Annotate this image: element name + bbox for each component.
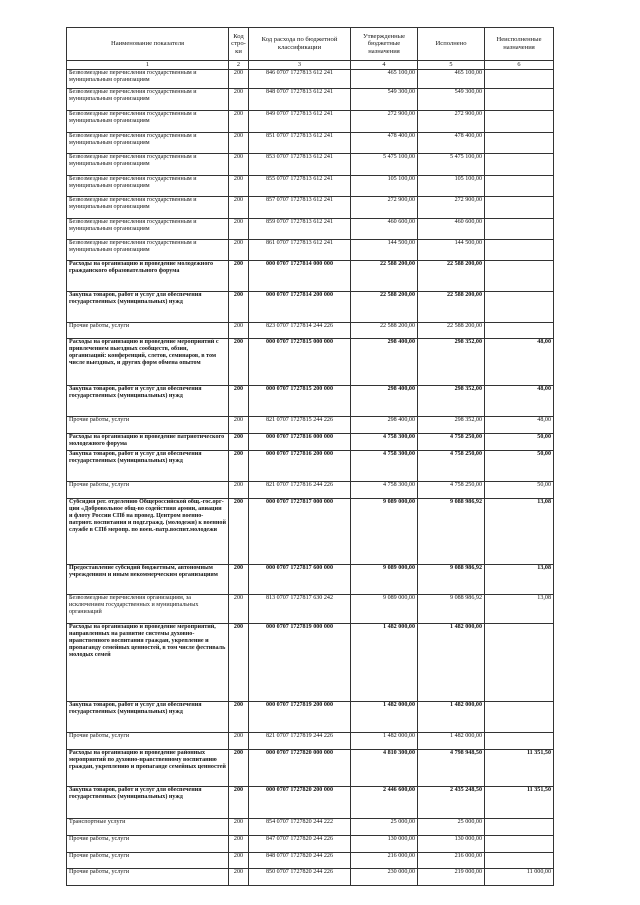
cell-unexecuted: 50,00 (485, 482, 554, 499)
column-number: 3 (249, 61, 351, 70)
cell-approved: 9 089 000,00 (351, 565, 418, 595)
cell-name: Прочие работы, услуги (67, 836, 229, 853)
cell-approved: 478 400,00 (351, 133, 418, 154)
cell-executed: 478 400,00 (418, 133, 485, 154)
table-row (67, 70, 554, 89)
cell-kbk: 000 0707 1727816 200 000 (249, 451, 351, 482)
cell-executed: 4 758 250,00 (418, 434, 485, 451)
cell-kbk: 861 0707 1727813 612 241 (249, 240, 351, 261)
cell-kbk: 821 0707 1727819 244 226 (249, 733, 351, 750)
cell-code: 200 (229, 219, 249, 240)
cell-code: 200 (229, 323, 249, 339)
table-row (67, 261, 554, 292)
cell-approved: 130 000,00 (351, 836, 418, 853)
table-row (67, 853, 554, 869)
cell-kbk: 849 0707 1727813 612 241 (249, 111, 351, 133)
cell-kbk: 821 0707 1727815 244 226 (249, 417, 351, 434)
table-row (67, 89, 554, 111)
cell-kbk: 851 0707 1727813 612 241 (249, 133, 351, 154)
cell-executed: 22 588 200,00 (418, 261, 485, 292)
cell-executed: 219 000,00 (418, 869, 485, 886)
cell-executed: 9 088 986,92 (418, 499, 485, 565)
cell-executed: 9 088 986,92 (418, 595, 485, 624)
cell-kbk: 857 0707 1727813 612 241 (249, 197, 351, 219)
cell-code: 200 (229, 292, 249, 323)
cell-approved: 22 588 200,00 (351, 323, 418, 339)
cell-approved: 9 089 000,00 (351, 499, 418, 565)
cell-kbk: 823 0707 1727814 244 226 (249, 323, 351, 339)
table-row (67, 417, 554, 434)
cell-unexecuted (485, 836, 554, 853)
cell-executed: 4 798 948,50 (418, 750, 485, 787)
table-row (67, 133, 554, 154)
header-kbk: Код расхода по бюджетной классификации (249, 28, 351, 61)
table-row (67, 733, 554, 750)
cell-executed: 272 900,00 (418, 197, 485, 219)
cell-unexecuted (485, 219, 554, 240)
cell-executed: 9 088 986,92 (418, 565, 485, 595)
cell-code: 200 (229, 819, 249, 836)
cell-code: 200 (229, 565, 249, 595)
cell-executed: 298 352,00 (418, 339, 485, 386)
table-row (67, 240, 554, 261)
cell-code: 200 (229, 154, 249, 176)
cell-name: Прочие работы, услуги (67, 733, 229, 750)
cell-kbk: 854 0707 1727820 244 222 (249, 819, 351, 836)
cell-executed: 460 600,00 (418, 219, 485, 240)
cell-approved: 1 482 000,00 (351, 624, 418, 702)
table-row (67, 565, 554, 595)
table-row (67, 869, 554, 886)
table-row (67, 836, 554, 853)
cell-approved: 105 100,00 (351, 176, 418, 197)
cell-unexecuted: 11 000,00 (485, 869, 554, 886)
header-code: Код стро-ки (229, 28, 249, 61)
cell-executed: 2 435 248,50 (418, 787, 485, 819)
cell-executed: 144 500,00 (418, 240, 485, 261)
column-number-row (67, 61, 554, 70)
cell-approved: 4 758 300,00 (351, 482, 418, 499)
cell-approved: 1 482 000,00 (351, 702, 418, 733)
cell-name: Прочие работы, услуги (67, 853, 229, 869)
column-number: 4 (351, 61, 418, 70)
cell-unexecuted: 13,08 (485, 595, 554, 624)
column-number: 2 (229, 61, 249, 70)
cell-kbk: 853 0707 1727813 612 241 (249, 154, 351, 176)
cell-executed: 465 100,00 (418, 70, 485, 89)
cell-name: Расходы на организацию и проведение районных мероприятий по духовно-нравственному воспитанию граждан, укреплению и пропаганде семейных ценностей (67, 750, 229, 787)
table-row (67, 323, 554, 339)
cell-approved: 465 100,00 (351, 70, 418, 89)
header-unexecuted: Неисполненные назначения (485, 28, 554, 61)
cell-name: Предоставление субсидий бюджетным, автономным учреждениям и иным некоммерческим организациям (67, 565, 229, 595)
header-row (67, 28, 554, 61)
table-row (67, 787, 554, 819)
cell-kbk: 000 0707 1727820 200 000 (249, 787, 351, 819)
cell-approved: 298 400,00 (351, 339, 418, 386)
cell-code: 200 (229, 417, 249, 434)
cell-executed: 4 758 250,00 (418, 482, 485, 499)
cell-code: 200 (229, 624, 249, 702)
cell-kbk: 000 0707 1727817 000 000 (249, 499, 351, 565)
table-row (67, 702, 554, 733)
cell-unexecuted (485, 133, 554, 154)
cell-kbk: 000 0707 1727819 200 000 (249, 702, 351, 733)
cell-unexecuted (485, 197, 554, 219)
table-row (67, 482, 554, 499)
cell-approved: 230 000,00 (351, 869, 418, 886)
table-row (67, 499, 554, 565)
cell-name: Безвозмездные перечисления государственным и муниципальным организациям (67, 111, 229, 133)
cell-unexecuted (485, 853, 554, 869)
cell-kbk: 000 0707 1727814 000 000 (249, 261, 351, 292)
cell-unexecuted (485, 111, 554, 133)
cell-code: 200 (229, 133, 249, 154)
budget-report-sheet (66, 27, 553, 886)
cell-name: Расходы на организацию и проведение мероприятий, направленных на развитие системы духовно-нравственного воспитания граждан, укрепление и пропаганду семейных ценностей, в том числе фестиваль молодых семей (67, 624, 229, 702)
table-body (67, 70, 554, 886)
cell-kbk: 848 0707 1727813 612 241 (249, 89, 351, 111)
cell-name: Безвозмездные перечисления организациям, за исключением государственных и муниципальных организаций (67, 595, 229, 624)
header-name: Наименование показателя (67, 28, 229, 61)
cell-unexecuted: 50,00 (485, 451, 554, 482)
cell-name: Расходы на организацию и проведение патриотического молодежного форума (67, 434, 229, 451)
cell-code: 200 (229, 240, 249, 261)
cell-name: Безвозмездные перечисления государственным и муниципальным организациям (67, 197, 229, 219)
cell-unexecuted: 13,08 (485, 499, 554, 565)
cell-unexecuted (485, 154, 554, 176)
cell-name: Безвозмездные перечисления государственным и муниципальным организациям (67, 219, 229, 240)
cell-name: Безвозмездные перечисления государственным и муниципальным организациям (67, 89, 229, 111)
cell-approved: 4 758 300,00 (351, 434, 418, 451)
cell-code: 200 (229, 111, 249, 133)
cell-approved: 298 400,00 (351, 386, 418, 417)
cell-code: 200 (229, 750, 249, 787)
cell-unexecuted (485, 89, 554, 111)
cell-code: 200 (229, 853, 249, 869)
cell-executed: 1 482 000,00 (418, 733, 485, 750)
table-row (67, 386, 554, 417)
cell-kbk: 848 0707 1727820 244 226 (249, 853, 351, 869)
cell-approved: 144 500,00 (351, 240, 418, 261)
cell-code: 200 (229, 339, 249, 386)
cell-name: Расходы на организацию и проведение мероприятий с привлечением выездных сообществ, обзин, организаций: конференций, слетов, семинаров, в том числе выездных, и других форм обмена опытом (67, 339, 229, 386)
cell-kbk: 000 0707 1727815 000 000 (249, 339, 351, 386)
cell-approved: 298 400,00 (351, 417, 418, 434)
cell-approved: 5 475 100,00 (351, 154, 418, 176)
cell-name: Закупка товаров, работ и услуг для обеспечения государственных (муниципальных) нужд (67, 292, 229, 323)
cell-kbk: 000 0707 1727819 000 000 (249, 624, 351, 702)
cell-code: 200 (229, 836, 249, 853)
cell-unexecuted (485, 323, 554, 339)
cell-executed: 4 758 250,00 (418, 451, 485, 482)
cell-kbk: 000 0707 1727814 200 000 (249, 292, 351, 323)
column-number: 6 (485, 61, 554, 70)
cell-code: 200 (229, 197, 249, 219)
cell-approved: 25 000,00 (351, 819, 418, 836)
cell-name: Расходы на организацию и проведение молодежного гражданского образовательного форума (67, 261, 229, 292)
cell-unexecuted (485, 702, 554, 733)
cell-executed: 25 000,00 (418, 819, 485, 836)
table-row (67, 750, 554, 787)
cell-unexecuted: 50,00 (485, 434, 554, 451)
cell-unexecuted (485, 261, 554, 292)
cell-unexecuted (485, 624, 554, 702)
cell-kbk: 859 0707 1727813 612 241 (249, 219, 351, 240)
cell-kbk: 850 0707 1727820 244 226 (249, 869, 351, 886)
cell-approved: 460 600,00 (351, 219, 418, 240)
cell-code: 200 (229, 89, 249, 111)
cell-kbk: 813 0707 1727817 630 242 (249, 595, 351, 624)
budget-execution-table (66, 27, 554, 886)
cell-approved: 272 900,00 (351, 197, 418, 219)
table-row (67, 819, 554, 836)
cell-approved: 9 089 000,00 (351, 595, 418, 624)
header-approved: Утвержденные бюджетные назначения (351, 28, 418, 61)
cell-approved: 22 588 200,00 (351, 261, 418, 292)
cell-name: Закупка товаров, работ и услуг для обеспечения государственных (муниципальных) нужд (67, 787, 229, 819)
cell-code: 200 (229, 261, 249, 292)
cell-kbk: 000 0707 1727815 200 000 (249, 386, 351, 417)
cell-name: Безвозмездные перечисления государственным и муниципальным организациям (67, 154, 229, 176)
table-row (67, 624, 554, 702)
cell-approved: 4 758 300,00 (351, 451, 418, 482)
cell-name: Закупка товаров, работ и услуг для обеспечения государственных (муниципальных) нужд (67, 386, 229, 417)
cell-unexecuted: 11 351,50 (485, 787, 554, 819)
cell-code: 200 (229, 482, 249, 499)
cell-unexecuted: 11 351,50 (485, 750, 554, 787)
cell-unexecuted: 48,00 (485, 339, 554, 386)
cell-unexecuted: 48,00 (485, 386, 554, 417)
cell-kbk: 000 0707 1727816 000 000 (249, 434, 351, 451)
column-number: 5 (418, 61, 485, 70)
cell-unexecuted (485, 70, 554, 89)
cell-name: Закупка товаров, работ и услуг для обеспечения государственных (муниципальных) нужд (67, 702, 229, 733)
cell-code: 200 (229, 386, 249, 417)
cell-name: Прочие работы, услуги (67, 323, 229, 339)
cell-executed: 5 475 100,00 (418, 154, 485, 176)
cell-kbk: 000 0707 1727820 000 000 (249, 750, 351, 787)
cell-unexecuted: 13,08 (485, 565, 554, 595)
cell-kbk: 846 0707 1727813 612 241 (249, 70, 351, 89)
cell-executed: 298 352,00 (418, 386, 485, 417)
cell-unexecuted (485, 240, 554, 261)
cell-kbk: 855 0707 1727813 612 241 (249, 176, 351, 197)
table-row (67, 339, 554, 386)
cell-code: 200 (229, 70, 249, 89)
table-row (67, 111, 554, 133)
cell-name: Прочие работы, услуги (67, 417, 229, 434)
cell-code: 200 (229, 176, 249, 197)
cell-executed: 298 352,00 (418, 417, 485, 434)
cell-executed: 130 000,00 (418, 836, 485, 853)
cell-kbk: 000 0707 1727817 600 000 (249, 565, 351, 595)
cell-approved: 2 446 600,00 (351, 787, 418, 819)
cell-approved: 22 588 200,00 (351, 292, 418, 323)
cell-executed: 272 900,00 (418, 111, 485, 133)
cell-name: Безвозмездные перечисления государственным и муниципальным организациям (67, 133, 229, 154)
cell-unexecuted (485, 292, 554, 323)
cell-name: Прочие работы, услуги (67, 482, 229, 499)
cell-kbk: 847 0707 1727820 244 226 (249, 836, 351, 853)
cell-code: 200 (229, 733, 249, 750)
cell-executed: 1 482 000,00 (418, 702, 485, 733)
cell-executed: 216 000,00 (418, 853, 485, 869)
table-row (67, 292, 554, 323)
cell-code: 200 (229, 869, 249, 886)
cell-executed: 22 588 200,00 (418, 323, 485, 339)
cell-approved: 272 900,00 (351, 111, 418, 133)
cell-code: 200 (229, 499, 249, 565)
cell-name: Транспортные услуги (67, 819, 229, 836)
cell-executed: 1 482 000,00 (418, 624, 485, 702)
cell-name: Безвозмездные перечисления государственным и муниципальным организациям (67, 176, 229, 197)
table-row (67, 176, 554, 197)
cell-kbk: 821 0707 1727816 244 226 (249, 482, 351, 499)
cell-unexecuted (485, 819, 554, 836)
cell-code: 200 (229, 787, 249, 819)
cell-name: Закупка товаров, работ и услуг для обеспечения государственных (муниципальных) нужд (67, 451, 229, 482)
cell-executed: 105 100,00 (418, 176, 485, 197)
table-row (67, 595, 554, 624)
cell-executed: 549 300,00 (418, 89, 485, 111)
cell-name: Субсидия рег. отделению Общероссийской общ.-гос.орг-ции «Добровольное общ-во содействия армии, авиации и флоту России СПб на провед. Центром военно-патриот. воспитания и подг.гражд. (молодежи) к военной службе в СПб меропр. по воен.-патр.воспит.молодежи (67, 499, 229, 565)
cell-unexecuted: 48,00 (485, 417, 554, 434)
table-row (67, 154, 554, 176)
header-executed: Исполнено (418, 28, 485, 61)
column-number: 1 (67, 61, 229, 70)
cell-unexecuted (485, 733, 554, 750)
cell-approved: 549 300,00 (351, 89, 418, 111)
table-row (67, 451, 554, 482)
cell-approved: 216 000,00 (351, 853, 418, 869)
cell-name: Безвозмездные перечисления государственным и муниципальным организациям (67, 70, 229, 89)
cell-code: 200 (229, 702, 249, 733)
table-row (67, 197, 554, 219)
cell-unexecuted (485, 176, 554, 197)
cell-name: Прочие работы, услуги (67, 869, 229, 886)
cell-code: 200 (229, 595, 249, 624)
cell-code: 200 (229, 434, 249, 451)
cell-name: Безвозмездные перечисления государственным и муниципальным организациям (67, 240, 229, 261)
cell-executed: 22 588 200,00 (418, 292, 485, 323)
cell-code: 200 (229, 451, 249, 482)
table-row (67, 434, 554, 451)
cell-approved: 4 810 300,00 (351, 750, 418, 787)
cell-approved: 1 482 000,00 (351, 733, 418, 750)
table-row (67, 219, 554, 240)
